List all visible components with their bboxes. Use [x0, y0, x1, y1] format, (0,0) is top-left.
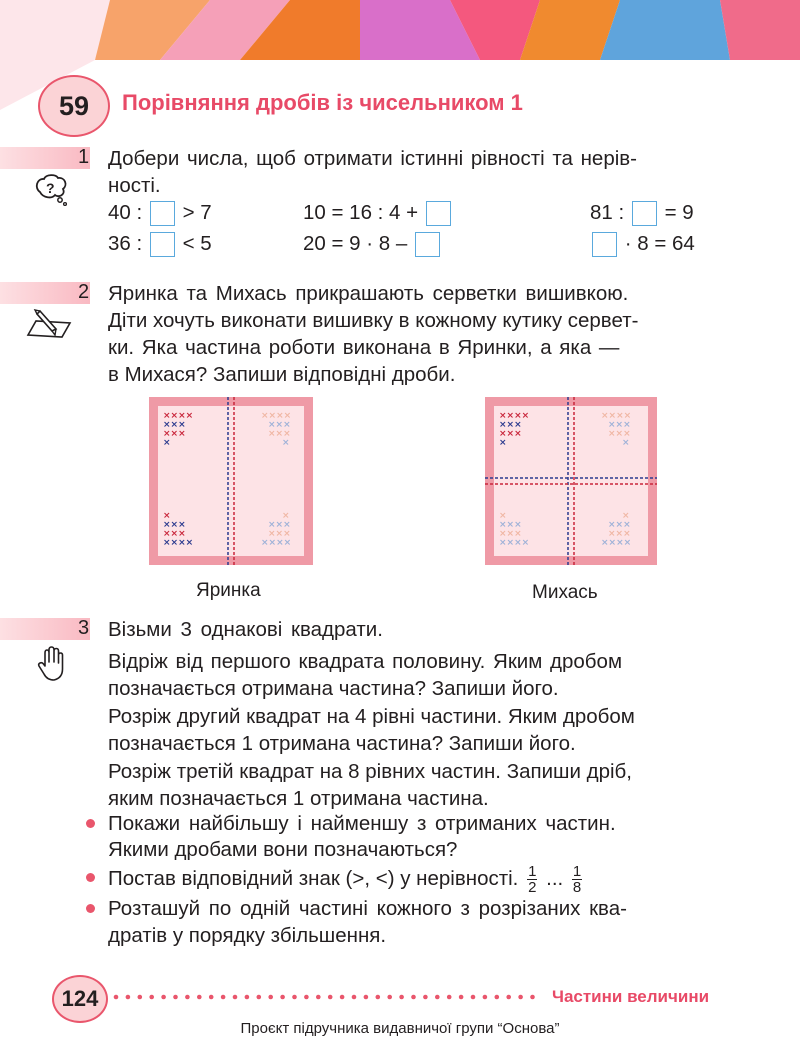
fraction-one-half — [527, 864, 537, 895]
divider-dot — [364, 995, 369, 1000]
task2-line2: Діти хочуть виконати вишивку в кожному кутику сервет- — [108, 309, 639, 332]
svg-text:×××: ××× — [608, 529, 631, 539]
eq1-right: > 7 — [182, 201, 212, 224]
svg-text:××××: ×××× — [601, 538, 632, 548]
dotted-divider — [112, 988, 542, 1006]
task3-tab — [0, 618, 90, 640]
divider-dot — [257, 995, 262, 1000]
answer-box[interactable] — [632, 201, 657, 226]
divider-dot — [280, 995, 285, 1000]
bullet3-line1: Розташуй по одній частині кожного з розрізаних ква- — [108, 897, 627, 920]
svg-text:××××: ×××× — [601, 411, 632, 421]
thinking-bubble-icon — [34, 172, 70, 206]
svg-text:×××: ××× — [499, 529, 522, 539]
fraction-denominator: 2 — [528, 879, 537, 896]
section-name: Частини величини — [552, 987, 710, 1006]
svg-text:?: ? — [46, 180, 55, 196]
equation-4 — [108, 232, 212, 257]
bullet2-text: Постав відповідний знак (>, <) у нерівності. — [108, 866, 519, 890]
equation-1 — [108, 201, 212, 226]
svg-text:×: × — [622, 511, 630, 521]
svg-text:×: × — [282, 511, 290, 521]
bullet-dot — [86, 873, 95, 882]
napkin-mykhas — [485, 397, 657, 565]
answer-box[interactable] — [415, 232, 440, 257]
divider-dot — [423, 995, 428, 1000]
svg-text:×××: ××× — [608, 429, 631, 439]
task2-number: 2 — [78, 281, 90, 303]
bullet3-line2: дратів у порядку збільшення. — [108, 924, 387, 947]
eq4-right: < 5 — [182, 232, 212, 255]
divider-dot — [197, 995, 202, 1000]
divider-dot — [387, 995, 392, 1000]
svg-text:×××: ××× — [499, 520, 522, 530]
task1-text-line1: Добери числа, щоб отримати істинні рівності та нерів- — [108, 147, 638, 170]
caption-yarynka: Яринка — [196, 580, 261, 601]
answer-box[interactable] — [592, 232, 617, 257]
divider-dot — [483, 995, 488, 1000]
svg-text:×××: ××× — [608, 420, 631, 430]
divider-dot — [447, 995, 452, 1000]
svg-text:×××: ××× — [608, 520, 631, 530]
divider-dot — [292, 995, 297, 1000]
svg-text:×××: ××× — [268, 420, 291, 430]
divider-dot — [185, 995, 190, 1000]
eq3-right: = 9 — [664, 201, 694, 224]
svg-text:×××: ××× — [268, 529, 291, 539]
task3-line5: позначається 1 отримана частина? Запиши його. — [108, 732, 576, 755]
hand-icon — [36, 646, 68, 682]
divider-dot — [530, 995, 535, 1000]
task2-line3: ки. Яка частина роботи виконана в Яринки, а яка — — [108, 336, 620, 359]
pencil-notebook-icon — [26, 305, 72, 339]
divider-dot — [233, 995, 238, 1000]
task3-line3: позначається отримана частина? Запиши його. — [108, 677, 559, 700]
svg-text:×××: ××× — [163, 420, 186, 430]
task1-number: 1 — [78, 146, 90, 168]
divider-dot — [173, 995, 178, 1000]
task3-line4: Розріж другий квадрат на 4 рівні частини. Яким дробом — [108, 705, 635, 728]
divider-dot — [328, 995, 333, 1000]
task3-line7: яким позначається 1 отримана частина. — [108, 787, 489, 810]
eq2-left: 10 = 16 : 4 + — [303, 201, 419, 224]
equation-6 — [590, 232, 695, 257]
answer-box[interactable] — [150, 232, 175, 257]
eq3-left: 81 : — [590, 201, 625, 224]
svg-text:×××: ××× — [499, 429, 522, 439]
eq4-left: 36 : — [108, 232, 143, 255]
divider-dot — [471, 995, 476, 1000]
divider-dot — [411, 995, 416, 1000]
divider-dot — [435, 995, 440, 1000]
eq1-left: 40 : — [108, 201, 143, 224]
svg-text:××××: ×××× — [261, 411, 292, 421]
footer-text: Проєкт підручника видавничої групи “Основа” — [240, 1020, 560, 1037]
page-number: 124 — [52, 975, 108, 1023]
divider-dot — [316, 995, 321, 1000]
task3-line2: Відріж від першого квадрата половину. Яким дробом — [108, 650, 623, 673]
bullet-dot — [86, 904, 95, 913]
svg-text:××××: ×××× — [163, 411, 194, 421]
svg-text:×××: ××× — [163, 529, 186, 539]
bullet2 — [108, 864, 585, 895]
bullet-dot — [86, 819, 95, 828]
fraction-numerator: 1 — [528, 863, 537, 880]
divider-dot — [495, 995, 500, 1000]
task2-line1: Яринка та Михась прикрашають серветки вишивкою. — [108, 282, 629, 305]
divider-dot — [138, 995, 143, 1000]
bullet1-line1: Покажи найбільшу і найменшу з отриманих частин. — [108, 812, 616, 835]
task3-line1: Візьми 3 однакові квадрати. — [108, 618, 383, 641]
svg-text:×: × — [282, 438, 290, 448]
svg-text:××××: ×××× — [261, 538, 292, 548]
divider-dot — [161, 995, 166, 1000]
svg-text:×××: ××× — [163, 520, 186, 530]
divider-dot — [340, 995, 345, 1000]
divider-dot — [376, 995, 381, 1000]
divider-dot — [245, 995, 250, 1000]
divider-dot — [304, 995, 309, 1000]
divider-dot — [221, 995, 226, 1000]
divider-dot — [352, 995, 357, 1000]
divider-dot — [399, 995, 404, 1000]
svg-text:××××: ×××× — [499, 411, 530, 421]
divider-dot — [126, 995, 131, 1000]
equation-2 — [303, 201, 453, 226]
bullet1-line2: Якими дробами вони позначаються? — [108, 838, 458, 861]
answer-box[interactable] — [426, 201, 451, 226]
caption-mykhas: Михась — [532, 582, 598, 603]
lesson-number-badge: 59 — [38, 75, 110, 137]
fraction-one-eighth — [572, 864, 582, 895]
comparison-placeholder: ... — [546, 866, 564, 890]
svg-text:×××: ××× — [268, 429, 291, 439]
top-banner — [0, 0, 800, 60]
svg-text:×××: ××× — [499, 420, 522, 430]
equation-5 — [303, 232, 442, 257]
svg-text:×: × — [622, 438, 630, 448]
svg-text:×: × — [163, 511, 171, 521]
fraction-numerator: 1 — [572, 863, 582, 880]
task2-line4: в Михася? Запиши відповідні дроби. — [108, 363, 456, 386]
svg-text:×××: ××× — [163, 429, 186, 439]
divider-dot — [209, 995, 214, 1000]
svg-text:×: × — [499, 511, 507, 521]
napkin-yarynka — [149, 397, 313, 565]
divider-dot — [114, 995, 119, 1000]
svg-text:×××: ××× — [268, 520, 291, 530]
divider-dot — [506, 995, 511, 1000]
svg-text:×: × — [499, 438, 507, 448]
divider-dot — [459, 995, 464, 1000]
svg-text:××××: ×××× — [163, 538, 194, 548]
svg-text:××××: ×××× — [499, 538, 530, 548]
lesson-title: Порівняння дробів із чисельником 1 — [122, 90, 523, 115]
task1-text-line2: ності. — [108, 174, 161, 197]
fraction-denominator: 8 — [572, 879, 582, 896]
divider-dot — [149, 995, 154, 1000]
divider-dot — [268, 995, 273, 1000]
task3-number: 3 — [78, 617, 90, 639]
eq5-left: 20 = 9 · 8 – — [303, 232, 408, 255]
svg-text:×: × — [163, 438, 171, 448]
equation-3 — [590, 201, 694, 226]
answer-box[interactable] — [150, 201, 175, 226]
eq6-right: · 8 = 64 — [624, 232, 695, 255]
task1-tab — [0, 147, 90, 169]
task2-tab — [0, 282, 90, 304]
task3-line6: Розріж третій квадрат на 8 рівних частин. Запиши дріб, — [108, 760, 632, 783]
divider-dot — [518, 995, 523, 1000]
